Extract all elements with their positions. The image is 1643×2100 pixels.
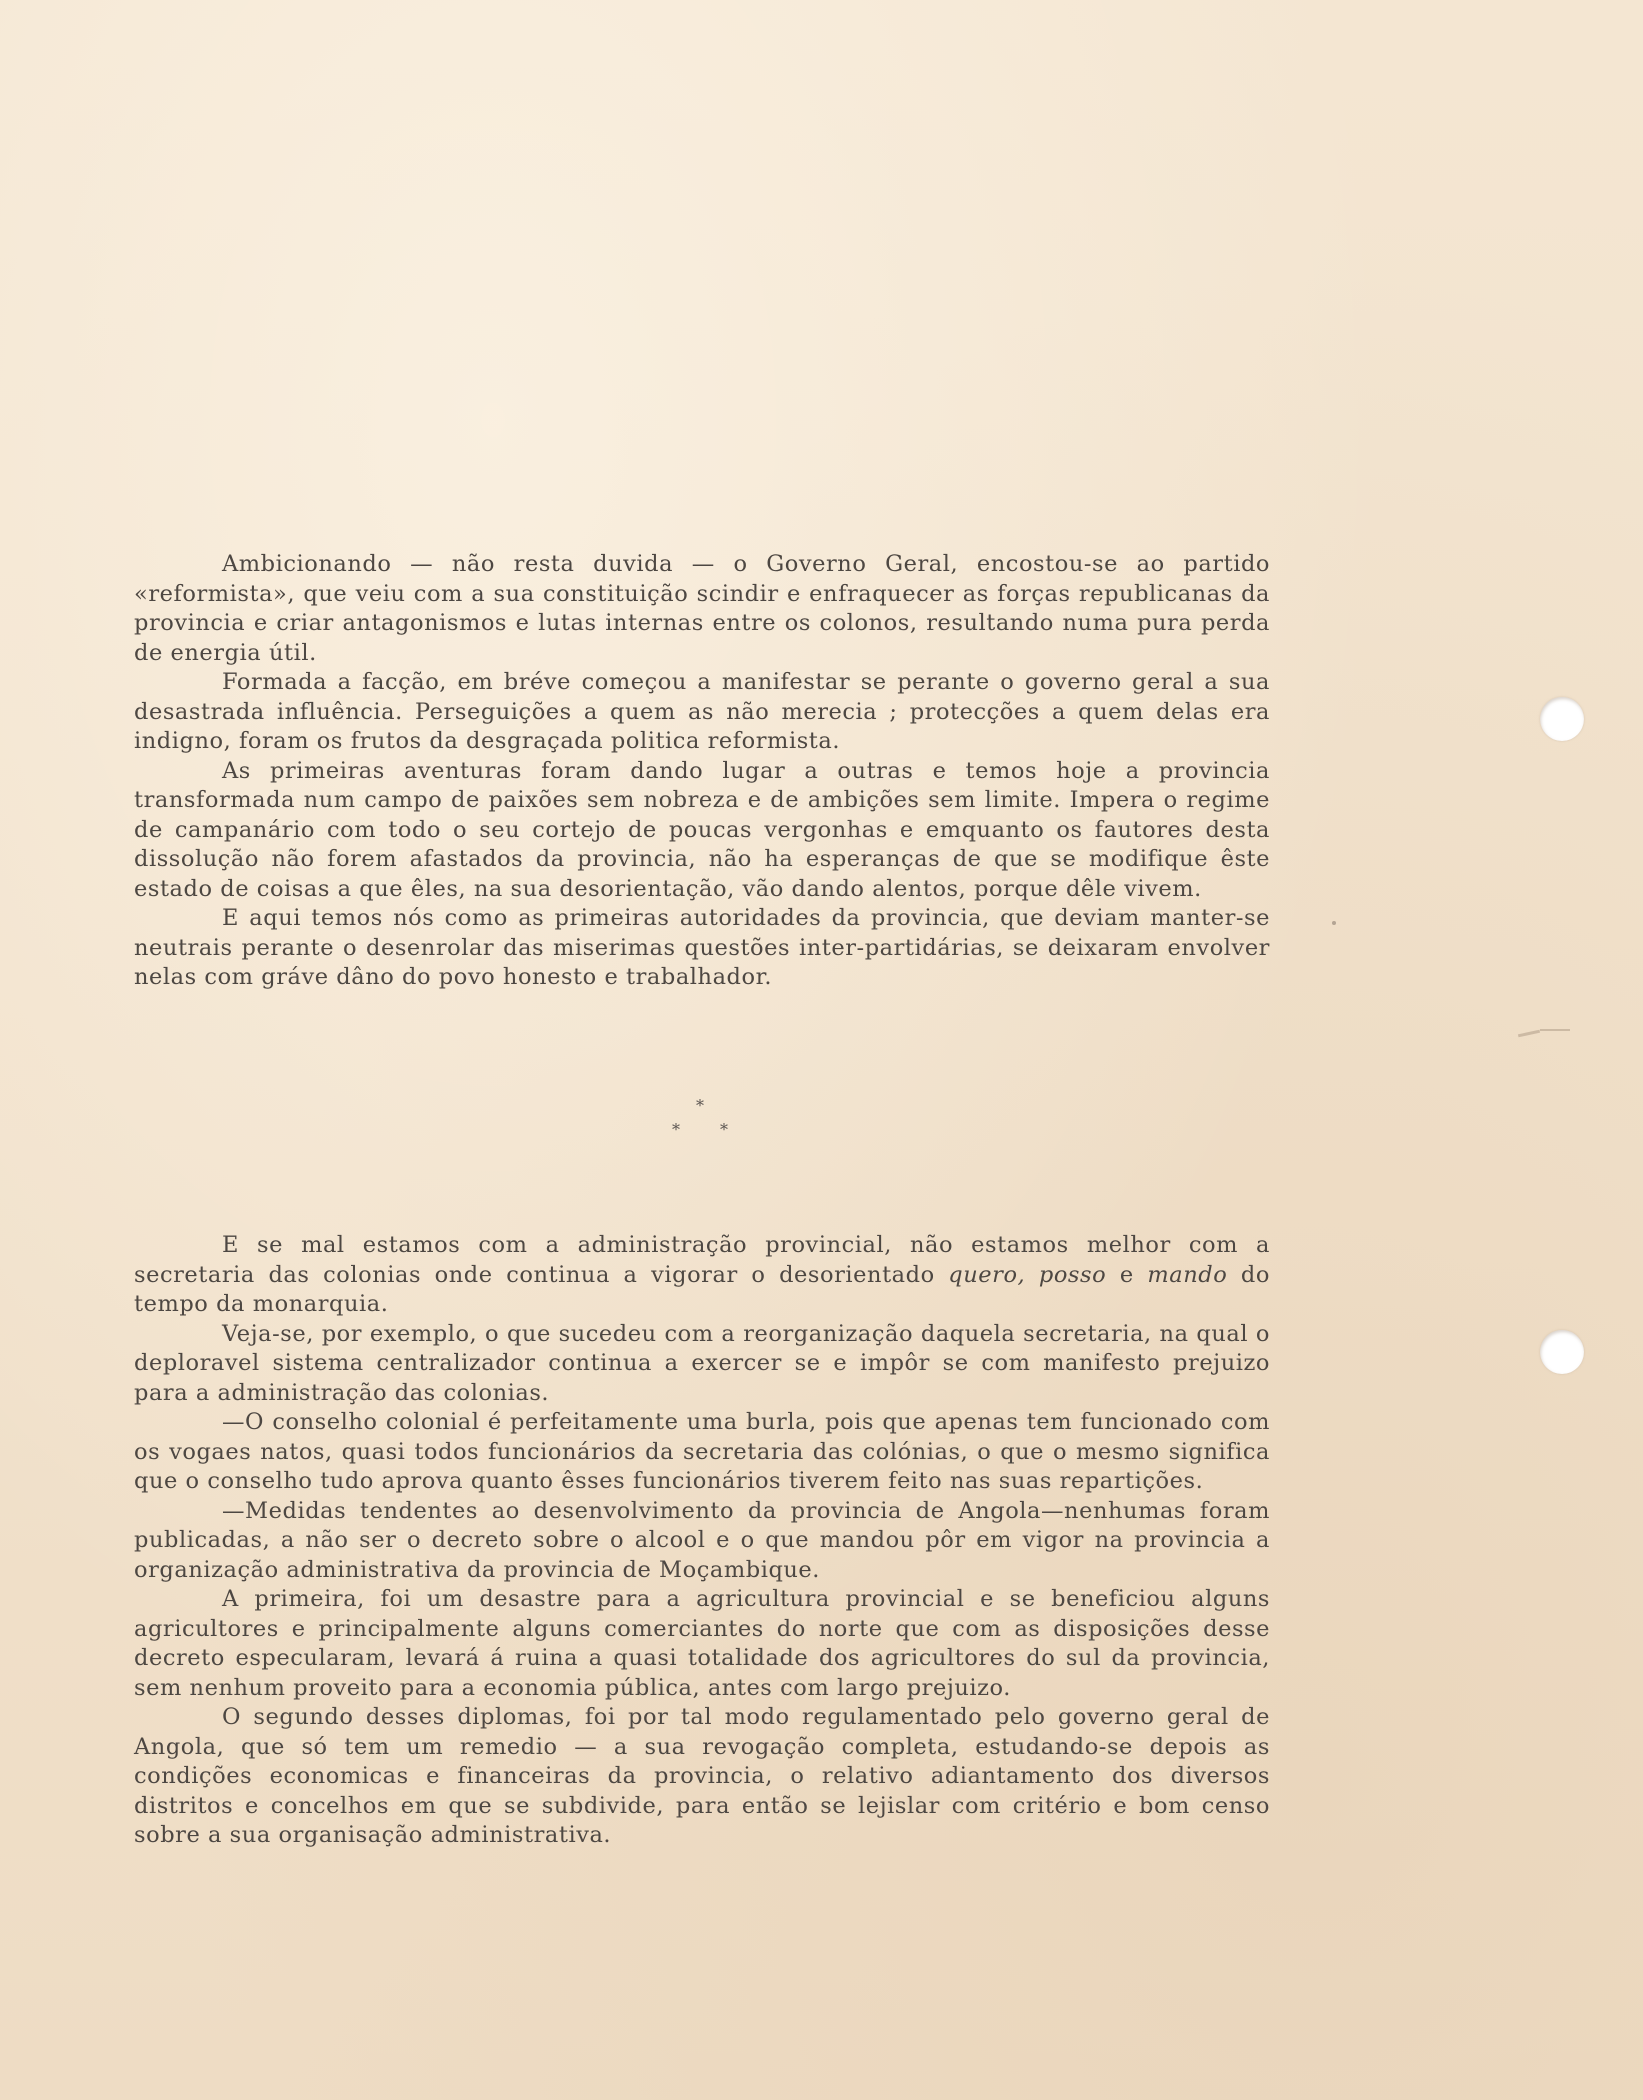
paragraph: A primeira, foi um desastre para a agricultura provincial e se beneficiou alguns agricultores e principalmente alguns comerciantes do norte que com as disposições desse decreto especularam, levará á ruina a quasi totalidade dos agricultores do sul da provincia, sem nenhum proveito para a economia pública, antes com largo prejuizo.: [134, 1586, 1270, 1701]
asterisk: *: [720, 1120, 728, 1139]
paragraph: Formada a facção, em bréve começou a manifestar se perante o governo geral a sua desastrada influência. Perseguições a quem as não merecia ; protecções a quem delas era indigno, foram os frutos da desgraçada politica reformista.: [134, 669, 1270, 754]
italic-phrase: mando: [1147, 1261, 1228, 1288]
section-separator-asterism: [660, 1096, 740, 1146]
paragraph: Veja-se, por exemplo, o que sucedeu com a reorganização daquela secretaria, na qual o deploravel sistema centralizador continua a exercer se e impôr se com manifesto prejuizo para a administração das colonias.: [134, 1320, 1270, 1406]
paragraph-text: e: [1106, 1261, 1148, 1288]
asterisk: *: [672, 1120, 680, 1139]
punch-hole: [1540, 1330, 1584, 1374]
text-section-colonial-secretariat: [134, 1231, 1270, 1851]
paragraph: Ambicionando — não resta duvida — o Governo Geral, encostou-se ao partido «reformista», que veiu com a sua constituição scindir e enfraquecer as forças republicanas da provincia e criar antagonismos e lutas internas entre os colonos, resultando numa pura perda de energia útil.: [134, 551, 1270, 666]
asterisk: *: [696, 1096, 704, 1115]
paragraph: As primeiras aventuras foram dando lugar a outras e temos hoje a provincia transformada num campo de paixões sem nobreza e de ambições sem limite. Impera o regime de campanário com todo o seu cortejo de poucas vergonhas e emquanto os fautores desta dissolução não forem afastados da provincia, não ha esperanças de que se modifique êste estado de coisas a que êles, na sua desorientação, vão dando alentos, porque dêle vivem.: [134, 757, 1270, 902]
paragraph-text: E se mal estamos com a administração provincial, não estamos melhor com a secretaria das colonias onde continua a vigorar o desorientado: [134, 1232, 1270, 1288]
ink-speck: [1332, 921, 1336, 925]
text-section-provincial-government: [134, 550, 1270, 993]
paragraph-text: do tempo da monarquia.: [134, 1261, 1270, 1317]
paragraph: —Medidas tendentes ao desenvolvimento da provincia de Angola—nenhumas foram publicadas, a não ser o decreto sobre o alcool e o que mandou pôr em vigor na provincia a organização administrativa da provincia de Moçambique.: [134, 1497, 1270, 1583]
italic-phrase: quero, posso: [948, 1261, 1107, 1288]
paragraph: E aqui temos nós como as primeiras autoridades da provincia, que deviam manter-se neutrais perante o desenrolar das miserimas questões inter-partidárias, se deixaram envolver nelas com gráve dâno do povo honesto e trabalhador.: [134, 905, 1270, 990]
paper-crease-mark: [1540, 1029, 1570, 1031]
paragraph: [134, 1231, 1270, 1320]
paragraph: O segundo desses diplomas, foi por tal modo regulamentado pelo governo geral de Angola, que só tem um remedio — a sua revogação completa, estudando-se depois as condições economicas e financeiras da provincia, o relativo adiantamento dos diversos distritos e concelhos em que se subdivide, para então se lejislar com critério e bom censo sobre a sua organisação administrativa.: [134, 1704, 1270, 1848]
paper-crease-mark: [1518, 1030, 1540, 1038]
punch-hole: [1540, 697, 1584, 741]
paragraph: —O conselho colonial é perfeitamente uma burla, pois que apenas tem funcionado com os vogaes natos, quasi todos funcionários da secretaria das colónias, o que o mesmo significa que o conselho tudo aprova quanto êsses funcionários tiverem feito nas suas repartições.: [134, 1409, 1270, 1494]
